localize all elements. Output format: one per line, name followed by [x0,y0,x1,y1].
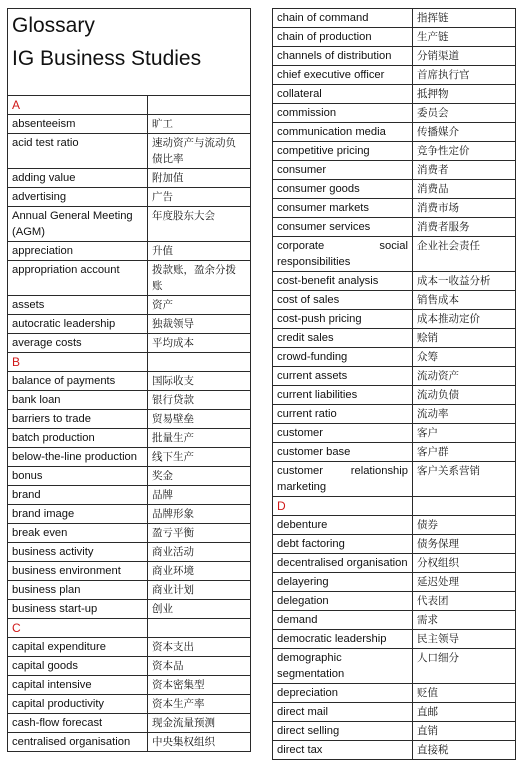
english-term-cell [273,443,413,462]
chinese-term: 商业环境 [148,562,251,581]
chinese-term: 资产 [148,296,251,315]
english-term: capital goods [12,660,78,672]
english-term: channels of distribution [277,50,392,62]
chinese-term: 分权组织 [413,554,516,573]
english-term: communication media [277,126,386,138]
english-term: current ratio [277,408,337,420]
english-term-cell [273,142,413,161]
chinese-term: 商业活动 [148,543,251,562]
chinese-term: 成本一收益分析 [413,272,516,291]
english-term-cell [273,291,413,310]
glossary-left-table [7,8,251,752]
glossary-row [273,424,516,443]
glossary-row [8,486,251,505]
glossary-row [8,410,251,429]
english-term: appreciation [12,245,73,257]
english-term-cell [273,405,413,424]
glossary-row [8,657,251,676]
glossary-row [273,516,516,535]
chinese-term: 流动率 [413,405,516,424]
english-term-cell [273,47,413,66]
chinese-term: 流动资产 [413,367,516,386]
english-term: capital expenditure [12,641,106,653]
english-term: competitive pricing [277,145,370,157]
chinese-term: 国际收支 [148,372,251,391]
english-term-cell [273,104,413,123]
english-term: debenture [277,519,328,531]
english-term: direct mail [277,706,328,718]
glossary-row [273,554,516,573]
glossary-row [8,714,251,733]
english-term-cell [273,180,413,199]
english-term: debt factoring [277,538,345,550]
english-term-cell [273,573,413,592]
chinese-term: 企业社会责任 [413,237,516,272]
english-term-cell [8,242,148,261]
english-term: capital intensive [12,679,92,691]
glossary-row [8,372,251,391]
page-subtitle: IG Business Studies [12,47,202,70]
english-term: advertising [12,191,67,203]
english-term-cell [8,391,148,410]
english-term: depreciation [277,687,338,699]
chinese-term: 批量生产 [148,429,251,448]
section-letter: B [8,353,148,372]
english-term-cell [8,334,148,353]
english-term-cell [273,28,413,47]
chinese-term: 拨款账，盈余分拨账 [148,261,251,296]
title-row [8,9,251,96]
chinese-term: 独裁领导 [148,315,251,334]
chinese-term: 现金流量预测 [148,714,251,733]
glossary-right-table [272,8,516,760]
english-term-cell [273,218,413,237]
english-term-cell [8,562,148,581]
glossary-row [8,391,251,410]
glossary-row [273,218,516,237]
english-term-cell [8,134,148,169]
english-term-cell [273,348,413,367]
chinese-term: 指挥链 [413,9,516,28]
english-term-cell [273,199,413,218]
chinese-term: 品牌 [148,486,251,505]
english-term-cell [8,372,148,391]
english-term: cash-flow forecast [12,717,103,729]
english-term-cell [273,516,413,535]
empty-cell [148,353,251,372]
section-letter-row [273,497,516,516]
english-term: direct tax [277,744,323,756]
english-term-cell [8,657,148,676]
section-letter-row [8,96,251,115]
chinese-term: 直邮 [413,703,516,722]
english-term: consumer markets [277,202,370,214]
english-term: consumer goods [277,183,360,195]
english-term-cell [273,123,413,142]
english-term-cell [8,315,148,334]
english-term: business start-up [12,603,98,615]
english-term-cell [273,66,413,85]
glossary-row [273,348,516,367]
english-term-cell [8,207,148,242]
glossary-row [273,405,516,424]
glossary-row [8,638,251,657]
glossary-row [273,329,516,348]
english-term-cell [8,467,148,486]
glossary-row [273,66,516,85]
english-term: chain of command [277,12,369,24]
chinese-term: 消费者 [413,161,516,180]
english-term-cell [273,535,413,554]
chinese-term: 销售成本 [413,291,516,310]
section-letter-row [8,353,251,372]
glossary-row [8,169,251,188]
english-term: centralised organisation [12,736,131,748]
glossary-row [273,180,516,199]
chinese-term: 消费品 [413,180,516,199]
english-term: customer base [277,446,351,458]
english-term-cell [273,237,413,272]
english-term-cell [8,505,148,524]
english-term-cell [273,424,413,443]
english-term: cost-benefit analysis [277,275,379,287]
glossary-right-body [273,9,516,760]
glossary-row [8,562,251,581]
glossary-row [8,505,251,524]
english-term-cell [273,462,413,497]
english-term-cell [273,310,413,329]
english-term: brand image [12,508,75,520]
glossary-row [8,207,251,242]
chinese-term: 线下生产 [148,448,251,467]
glossary-row [273,142,516,161]
chinese-term: 客户关系营销 [413,462,516,497]
english-term: crowd-funding [277,351,348,363]
chinese-term: 竞争性定价 [413,142,516,161]
english-term: business plan [12,584,81,596]
english-term-cell [273,649,413,684]
glossary-row [8,242,251,261]
english-term-cell [273,703,413,722]
english-term-cell [8,169,148,188]
english-term-cell [8,115,148,134]
glossary-row [8,429,251,448]
chinese-term: 流动负债 [413,386,516,405]
english-term: capital productivity [12,698,105,710]
english-term: customer [277,427,324,439]
english-term-cell [8,486,148,505]
glossary-row [8,543,251,562]
empty-cell [148,96,251,115]
chinese-term: 代表团 [413,592,516,611]
chinese-term: 客户群 [413,443,516,462]
english-term-cell [8,448,148,467]
glossary-row [273,573,516,592]
english-term-cell [273,630,413,649]
glossary-row [8,296,251,315]
english-term: corporate social responsibilities [277,240,408,268]
glossary-row [8,695,251,714]
english-term: below-the-line production [12,451,138,463]
english-term: assets [12,299,45,311]
english-term-cell [273,329,413,348]
english-term: delegation [277,595,329,607]
english-term-cell [8,188,148,207]
english-term: break even [12,527,68,539]
english-term: demographic segmentation [277,652,345,680]
glossary-row [273,741,516,760]
glossary-row [8,188,251,207]
chinese-term: 资本密集型 [148,676,251,695]
chinese-term: 民主领导 [413,630,516,649]
english-term: appropriation account [12,264,120,276]
english-term-cell [273,272,413,291]
chinese-term: 银行贷款 [148,391,251,410]
chinese-term: 商业计划 [148,581,251,600]
english-term: average costs [12,337,82,349]
glossary-row [8,315,251,334]
empty-cell [148,619,251,638]
chinese-term: 资本品 [148,657,251,676]
english-term: consumer services [277,221,371,233]
chinese-term: 债务保理 [413,535,516,554]
english-term: commission [277,107,337,119]
english-term: business activity [12,546,94,558]
chinese-term: 生产链 [413,28,516,47]
english-term-cell [273,684,413,703]
english-term: bonus [12,470,43,482]
chinese-term: 资本生产率 [148,695,251,714]
english-term-cell [8,695,148,714]
english-term-cell [273,722,413,741]
chinese-term: 人口细分 [413,649,516,684]
chinese-term: 客户 [413,424,516,443]
glossary-row [273,237,516,272]
english-term-cell [8,600,148,619]
english-term: consumer [277,164,327,176]
chinese-term: 中央集权组织 [148,733,251,752]
glossary-row [273,161,516,180]
chinese-term: 资本支出 [148,638,251,657]
glossary-row [8,115,251,134]
empty-cell [413,497,516,516]
english-term: cost-push pricing [277,313,362,325]
glossary-row [8,467,251,486]
english-term: demand [277,614,318,626]
chinese-term: 贸易壁垒 [148,410,251,429]
glossary-row [273,630,516,649]
glossary-row [273,199,516,218]
english-term-cell [273,592,413,611]
glossary-row [8,524,251,543]
english-term: cost of sales [277,294,340,306]
chinese-term: 贬值 [413,684,516,703]
chinese-term: 需求 [413,611,516,630]
english-term-cell [273,161,413,180]
glossary-row [273,611,516,630]
english-term-cell [273,386,413,405]
english-term: current assets [277,370,348,382]
glossary-row [273,9,516,28]
glossary-row [273,592,516,611]
english-term: absenteeism [12,118,76,130]
chinese-term: 直接税 [413,741,516,760]
english-term: credit sales [277,332,334,344]
glossary-row [273,386,516,405]
english-term-cell [8,261,148,296]
glossary-row [273,462,516,497]
english-term-cell [273,85,413,104]
chinese-term: 品牌形象 [148,505,251,524]
chinese-term: 消费市场 [413,199,516,218]
english-term: current liabilities [277,389,358,401]
glossary-row [273,28,516,47]
glossary-row [8,733,251,752]
glossary-row [273,310,516,329]
english-term-cell [273,741,413,760]
title-cell [8,9,251,96]
english-term-cell [8,524,148,543]
glossary-row [273,123,516,142]
english-term: adding value [12,172,76,184]
chinese-term: 速动资产与流动负债比率 [148,134,251,169]
glossary-row [273,367,516,386]
glossary-row [8,334,251,353]
english-term: acid test ratio [12,137,79,149]
english-term: direct selling [277,725,340,737]
glossary-row [8,448,251,467]
chinese-term: 分销渠道 [413,47,516,66]
chinese-term: 年度股东大会 [148,207,251,242]
english-term: decentralised organisation [277,557,408,569]
english-term: Annual General Meeting (AGM) [12,210,133,238]
english-term-cell [8,733,148,752]
english-term-cell [273,9,413,28]
glossary-row [273,535,516,554]
glossary-row [8,581,251,600]
glossary-row [273,443,516,462]
glossary-row [8,676,251,695]
chinese-term: 首席执行官 [413,66,516,85]
glossary-row [8,134,251,169]
english-term: balance of payments [12,375,116,387]
english-term-cell [8,714,148,733]
glossary-row [273,703,516,722]
chinese-term: 广告 [148,188,251,207]
english-term-cell [8,429,148,448]
english-term-cell [8,296,148,315]
english-term-cell [8,543,148,562]
english-term: delayering [277,576,329,588]
chinese-term: 成本推动定价 [413,310,516,329]
english-term: autocratic leadership [12,318,116,330]
chinese-term: 奖金 [148,467,251,486]
english-term: batch production [12,432,95,444]
glossary-row [273,47,516,66]
chinese-term: 直销 [413,722,516,741]
chinese-term: 平均成本 [148,334,251,353]
chinese-term: 众筹 [413,348,516,367]
chinese-term: 债券 [413,516,516,535]
chinese-term: 附加值 [148,169,251,188]
english-term: business environment [12,565,121,577]
chinese-term: 旷工 [148,115,251,134]
english-term-cell [273,611,413,630]
chinese-term: 传播媒介 [413,123,516,142]
page-title: Glossary [12,14,95,37]
english-term: bank loan [12,394,61,406]
english-term: barriers to trade [12,413,91,425]
chinese-term: 延迟处理 [413,573,516,592]
chinese-term: 升值 [148,242,251,261]
glossary-row [273,649,516,684]
glossary-row [273,272,516,291]
glossary-row [273,722,516,741]
english-term-cell [273,367,413,386]
english-term: chain of production [277,31,372,43]
glossary-row [273,291,516,310]
english-term-cell [8,638,148,657]
english-term: customer relationship marketing [277,465,408,493]
glossary-left-body [8,9,251,752]
english-term-cell [273,554,413,573]
english-term: brand [12,489,41,501]
chinese-term: 消费者服务 [413,218,516,237]
section-letter-row [8,619,251,638]
chinese-term: 盈亏平衡 [148,524,251,543]
section-letter: D [273,497,413,516]
english-term-cell [8,676,148,695]
english-term: collateral [277,88,322,100]
glossary-row [8,261,251,296]
chinese-term: 赊销 [413,329,516,348]
section-letter: C [8,619,148,638]
chinese-term: 委员会 [413,104,516,123]
glossary-row [273,104,516,123]
english-term: chief executive officer [277,69,385,81]
glossary-row [8,600,251,619]
english-term-cell [8,410,148,429]
chinese-term: 创业 [148,600,251,619]
glossary-row [273,684,516,703]
section-letter: A [8,96,148,115]
english-term: democratic leadership [277,633,387,645]
english-term-cell [8,581,148,600]
glossary-row [273,85,516,104]
chinese-term: 抵押物 [413,85,516,104]
